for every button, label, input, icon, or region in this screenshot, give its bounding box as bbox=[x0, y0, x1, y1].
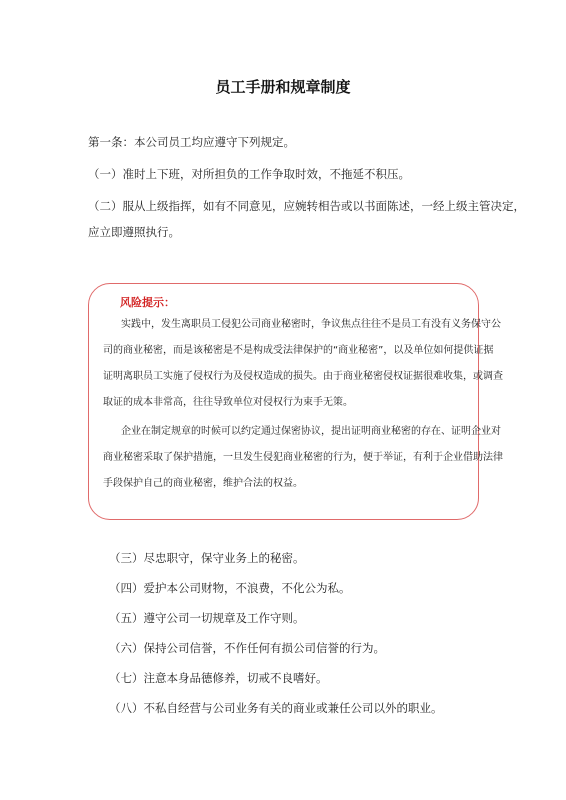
intro-clause: 第一条：本公司员工均应遵守下列规定。 bbox=[88, 135, 295, 149]
item-6: （六）保持公司信誉，不作任何有损公司信誉的行为。 bbox=[109, 641, 385, 655]
item-7: （七）注意本身品德修养，切戒不良嗜好。 bbox=[109, 671, 328, 685]
page-title: 员工手册和规章制度 bbox=[215, 78, 351, 96]
item-5: （五）遵守公司一切规章及工作守则。 bbox=[109, 611, 305, 625]
risk-line: 手段保护自己的商业秘密，维护合法的权益。 bbox=[103, 478, 303, 489]
risk-notice-box bbox=[88, 283, 503, 520]
item-3: （三）尽忠职守，保守业务上的秘密。 bbox=[109, 551, 305, 565]
risk-line: 商业秘密采取了保护措施，一旦发生侵犯商业秘密的行为，便于举证，有利于企业借助法律 bbox=[103, 452, 503, 463]
risk-line: 证明离职员工实施了侵权行为及侵权造成的损失。由于商业秘密侵权证据很难收集，或调查 bbox=[103, 371, 503, 382]
risk-heading: 风险提示： bbox=[120, 296, 175, 309]
item-2-continued: 应立即遵照执行。 bbox=[88, 225, 180, 239]
risk-line: 企业在制定规章的时候可以约定通过保密协议，提出证明商业秘密的存在、证明企业对 bbox=[121, 426, 501, 437]
item-2: （二）服从上级指挥，如有不同意见，应婉转相告或以书面陈述，一经上级主管决定， bbox=[88, 199, 525, 213]
item-4: （四）爱护本公司财物，不浪费，不化公为私。 bbox=[109, 581, 351, 595]
risk-line: 司的商业秘密，而是该秘密是不是构成受法律保护的“商业秘密”，以及单位如何提供证据 bbox=[103, 345, 494, 356]
risk-line: 实践中，发生离职员工侵犯公司商业秘密时，争议焦点往往不是员工有没有义务保守公 bbox=[121, 319, 501, 330]
item-8: （八）不私自经营与公司业务有关的商业或兼任公司以外的职业。 bbox=[109, 701, 443, 715]
item-1: （一）准时上下班，对所担负的工作争取时效，不拖延不积压。 bbox=[88, 167, 410, 181]
risk-line: 取证的成本非常高，往往导致单位对侵权行为束手无策。 bbox=[103, 397, 353, 408]
